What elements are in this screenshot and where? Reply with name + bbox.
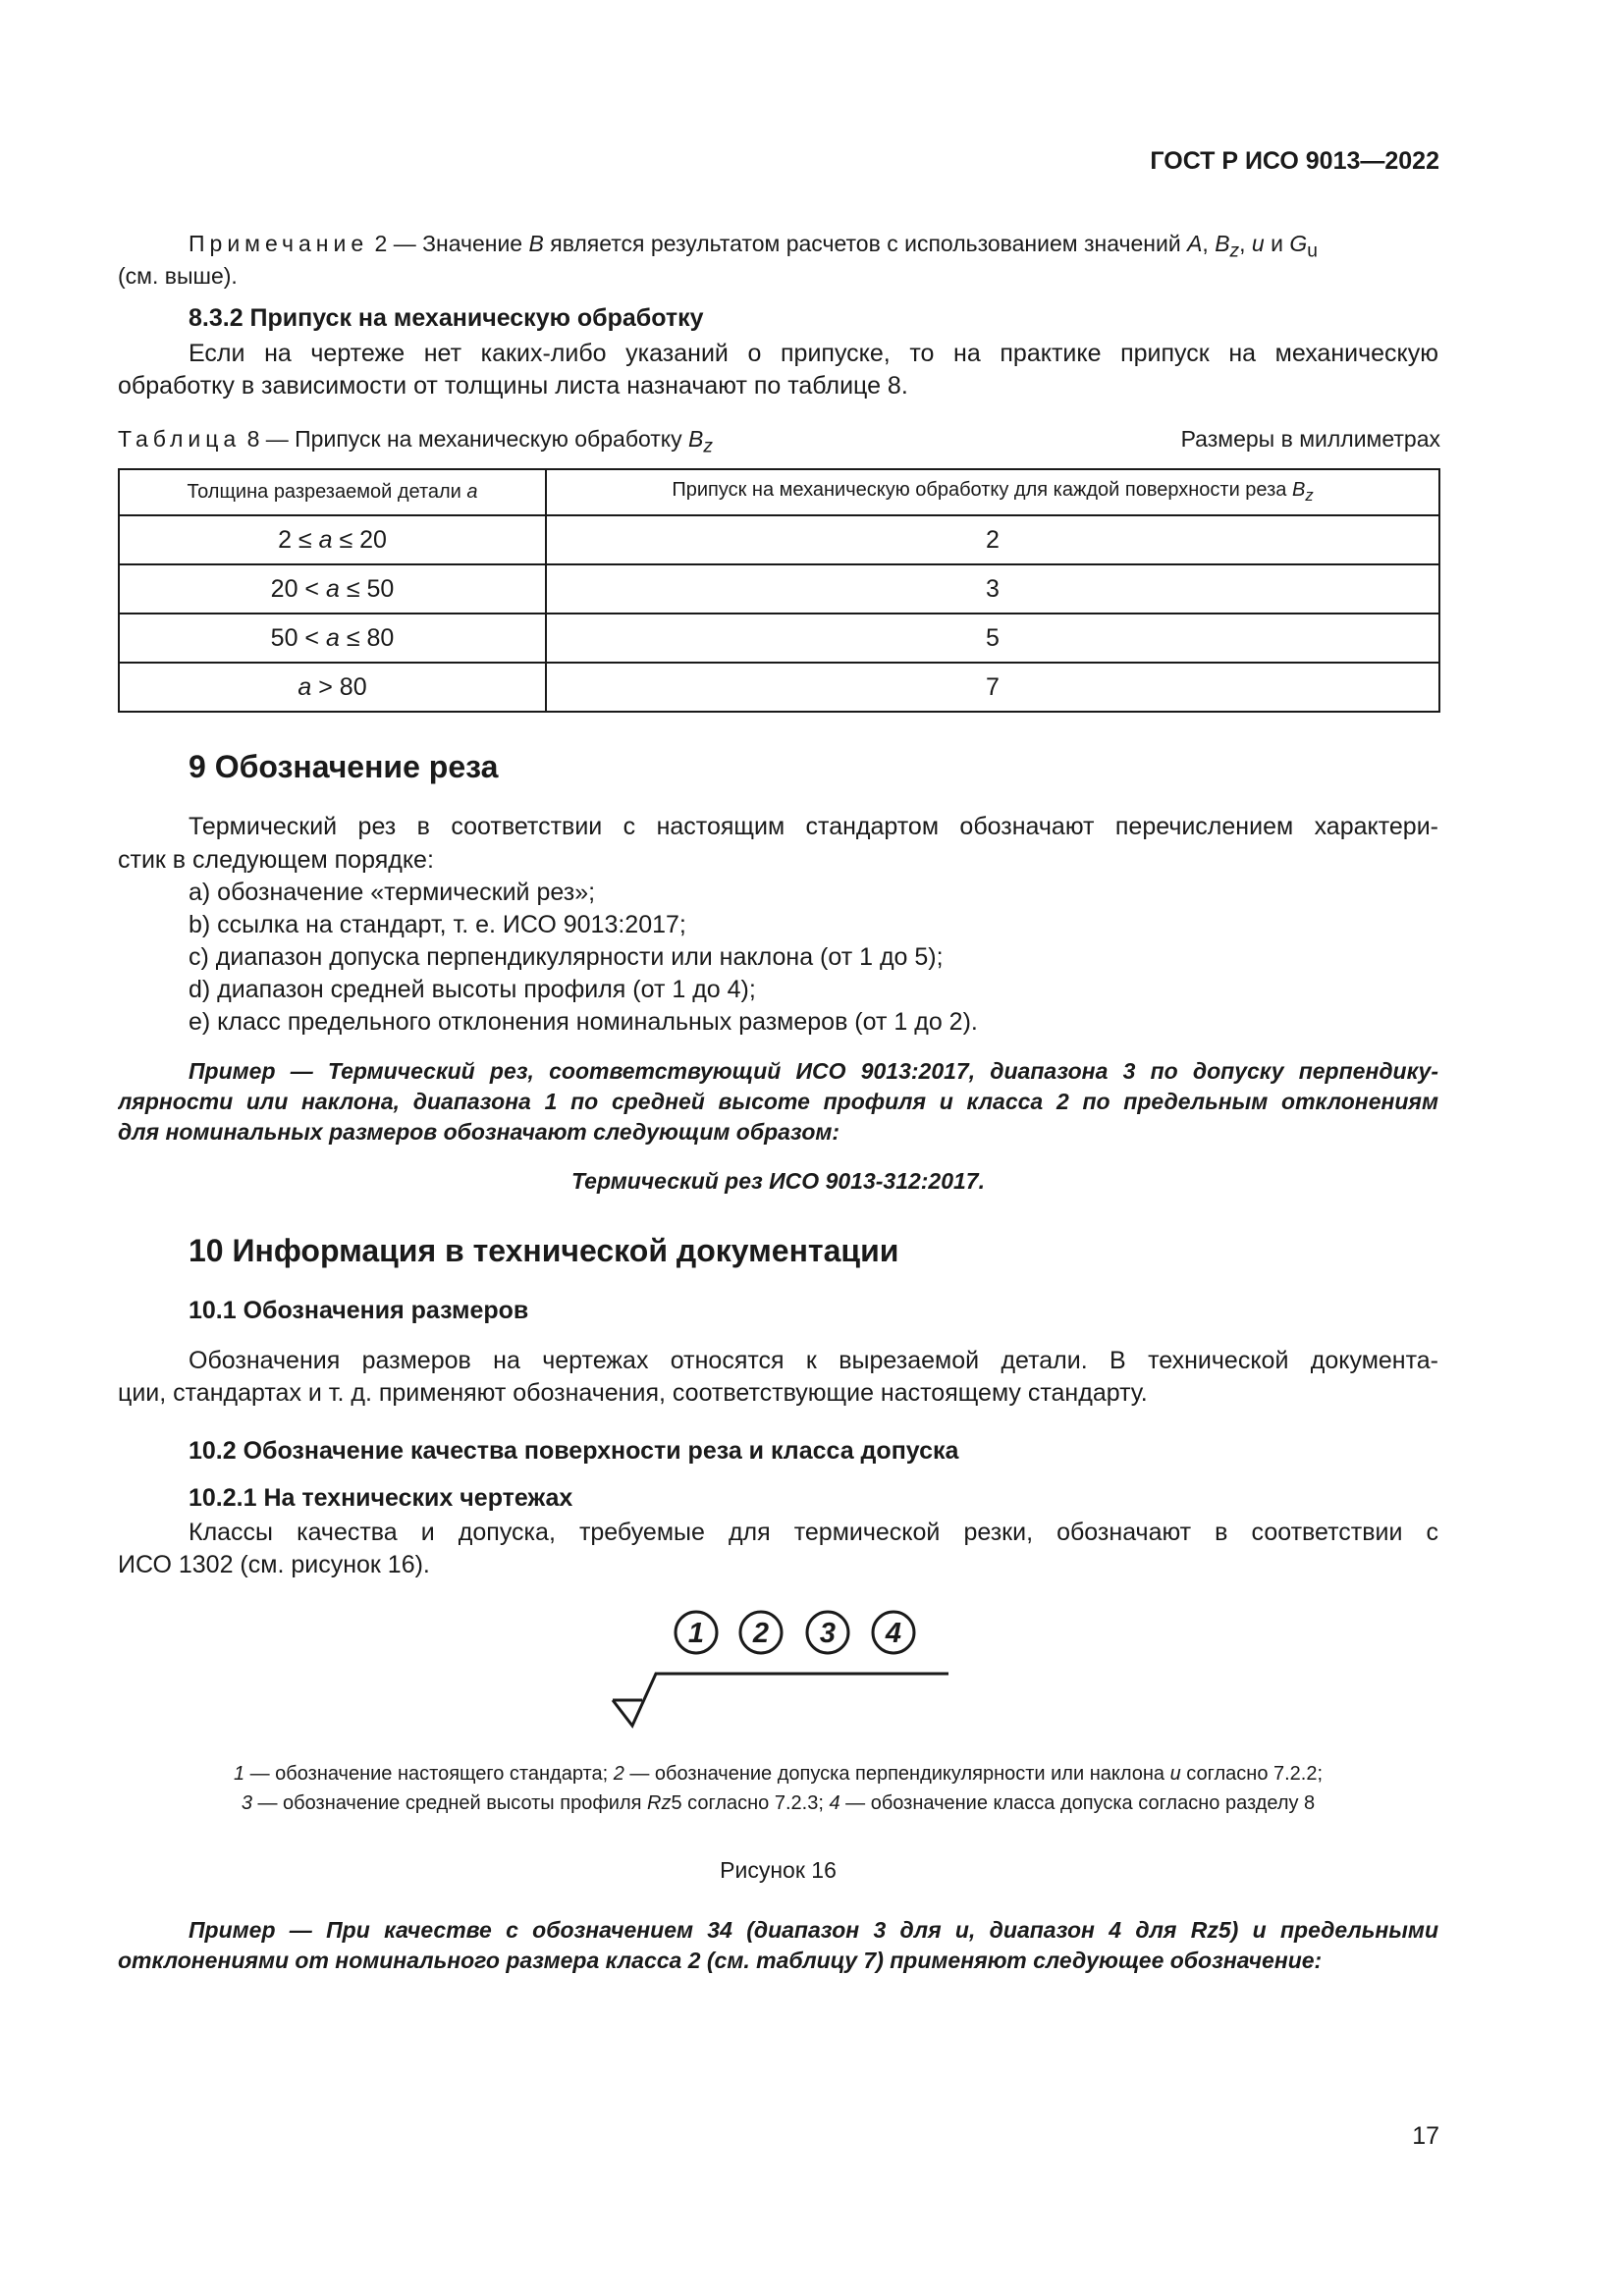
heading-10-2-1: 10.2.1 На технических чертежах — [189, 1484, 573, 1512]
section-9-intro-line1: Термический рез в соответствии с настоящим стандартом обозначают перечислением характери- — [189, 813, 1438, 840]
paragraph-10-2-1-line1: Классы качества и допуска, требуемые для термической резки, обозначают в соответствии с — [189, 1519, 1438, 1546]
table-row — [119, 663, 1439, 712]
figure-16-legend-line2: 3 — обозначение средней высоты профиля Rz5 согласно 7.2.3; 4 — обозначение класса допуска согласно разделу 8 — [241, 1792, 1316, 1814]
note-2-cont: (см. выше). — [118, 263, 238, 289]
note-label: Примечание — [189, 231, 369, 256]
thickness-range: 50 < a ≤ 80 — [119, 614, 546, 663]
table-8-caption: Таблица 8 — Припуск на механическую обработку $B_z$ — [118, 426, 713, 457]
allowance-value: 5 — [546, 614, 1439, 663]
surface-symbol-line — [613, 1674, 948, 1726]
paragraph-10-2-1-line2: ИСО 1302 (см. рисунок 16). — [118, 1551, 430, 1578]
document-header: ГОСТ Р ИСО 9013—2022 — [1150, 147, 1439, 175]
example-1-line3: для номинальных размеров обозначают следующим образом: — [118, 1119, 840, 1145]
callout-number-4: 4 — [885, 1618, 902, 1649]
paragraph-10-1-line1: Обозначения размеров на чертежах относятся к вырезаемой детали. В технической документа- — [189, 1347, 1438, 1374]
heading-8-3-2: 8.3.2 Припуск на механическую обработку — [189, 304, 704, 332]
table-8-units: Размеры в миллиметрах — [1180, 426, 1440, 452]
paragraph-8-3-2-line2: обработку в зависимости от толщины листа назначают по таблице 8. — [118, 372, 908, 400]
thickness-range: 20 < a ≤ 50 — [119, 564, 546, 614]
list-item-a: a) обозначение «термический рез»; — [189, 879, 596, 906]
designation-example: Термический рез ИСО 9013-312:2017. — [570, 1168, 985, 1194]
column-header-thickness: Толщина разрезаемой детали a — [119, 469, 546, 515]
example-1-line2: лярности или наклона, диапазона 1 по средней высоте профиля и класса 2 по предельным отклонениям — [118, 1089, 1438, 1114]
table-8 — [118, 468, 1440, 713]
example-2-line1: Пример — При качестве с обозначением 34 (диапазон 3 для u, диапазон 4 для Rz5) и предельными — [189, 1917, 1438, 1943]
paragraph-8-3-2-line1: Если на чертеже нет каких-либо указаний о припуске, то на практике припуск на механическую — [189, 340, 1438, 367]
heading-10-2: 10.2 Обозначение качества поверхности реза и класса допуска — [189, 1437, 959, 1465]
figure-16-legend-line1: 1 — обозначение настоящего стандарта; 2 — обозначение допуска перпендикулярности или наклона u согласно 7.2.2; — [233, 1763, 1324, 1785]
column-header-allowance: Припуск на механическую обработку для каждой поверхности реза $B_z$ — [546, 469, 1439, 515]
table-header-row — [119, 469, 1439, 515]
list-item-b: b) ссылка на стандарт, т. е. ИСО 9013:2017; — [189, 911, 686, 938]
list-item-e: e) класс предельного отклонения номинальных размеров (от 1 до 2). — [189, 1008, 978, 1036]
callout-number-1: 1 — [687, 1618, 705, 1649]
heading-section-10: 10 Информация в технической документации — [189, 1233, 899, 1268]
thickness-range: 2 ≤ a ≤ 20 — [119, 515, 546, 564]
example-1-line1: Пример — Термический рез, соответствующий ИСО 9013:2017, диапазона 3 по допуску перпендику- — [189, 1058, 1438, 1084]
list-item-c: c) диапазон допуска перпендикулярности или наклона (от 1 до 5); — [189, 943, 944, 971]
callout-number-2: 2 — [752, 1618, 770, 1649]
heading-10-1: 10.1 Обозначения размеров — [189, 1297, 529, 1324]
note-2: Примечание 2 — Значение B является результатом расчетов с использованием значений A, $B_z$, u и $G_u$ — [189, 231, 1318, 262]
figure-16-caption: Рисунок 16 — [720, 1857, 837, 1883]
allowance-value: 3 — [546, 564, 1439, 614]
heading-section-9: 9 Обозначение реза — [189, 749, 499, 784]
table-row — [119, 614, 1439, 663]
table-row — [119, 564, 1439, 614]
list-item-d: d) диапазон средней высоты профиля (от 1 до 4); — [189, 976, 756, 1003]
figure-16-surface-symbol — [599, 1605, 962, 1737]
example-2-line2: отклонениями от номинального размера класса 2 (см. таблицу 7) применяют следующее обозначение: — [118, 1948, 1323, 1973]
page-number: 17 — [1412, 2122, 1439, 2150]
allowance-value: 2 — [546, 515, 1439, 564]
table-row — [119, 515, 1439, 564]
allowance-value: 7 — [546, 663, 1439, 712]
paragraph-10-1-line2: ции, стандартах и т. д. применяют обозначения, соответствующие настоящему стандарту. — [118, 1379, 1148, 1407]
thickness-range: a > 80 — [119, 663, 546, 712]
callout-number-3: 3 — [819, 1618, 837, 1649]
section-9-intro-line2: стик в следующем порядке: — [118, 846, 434, 874]
